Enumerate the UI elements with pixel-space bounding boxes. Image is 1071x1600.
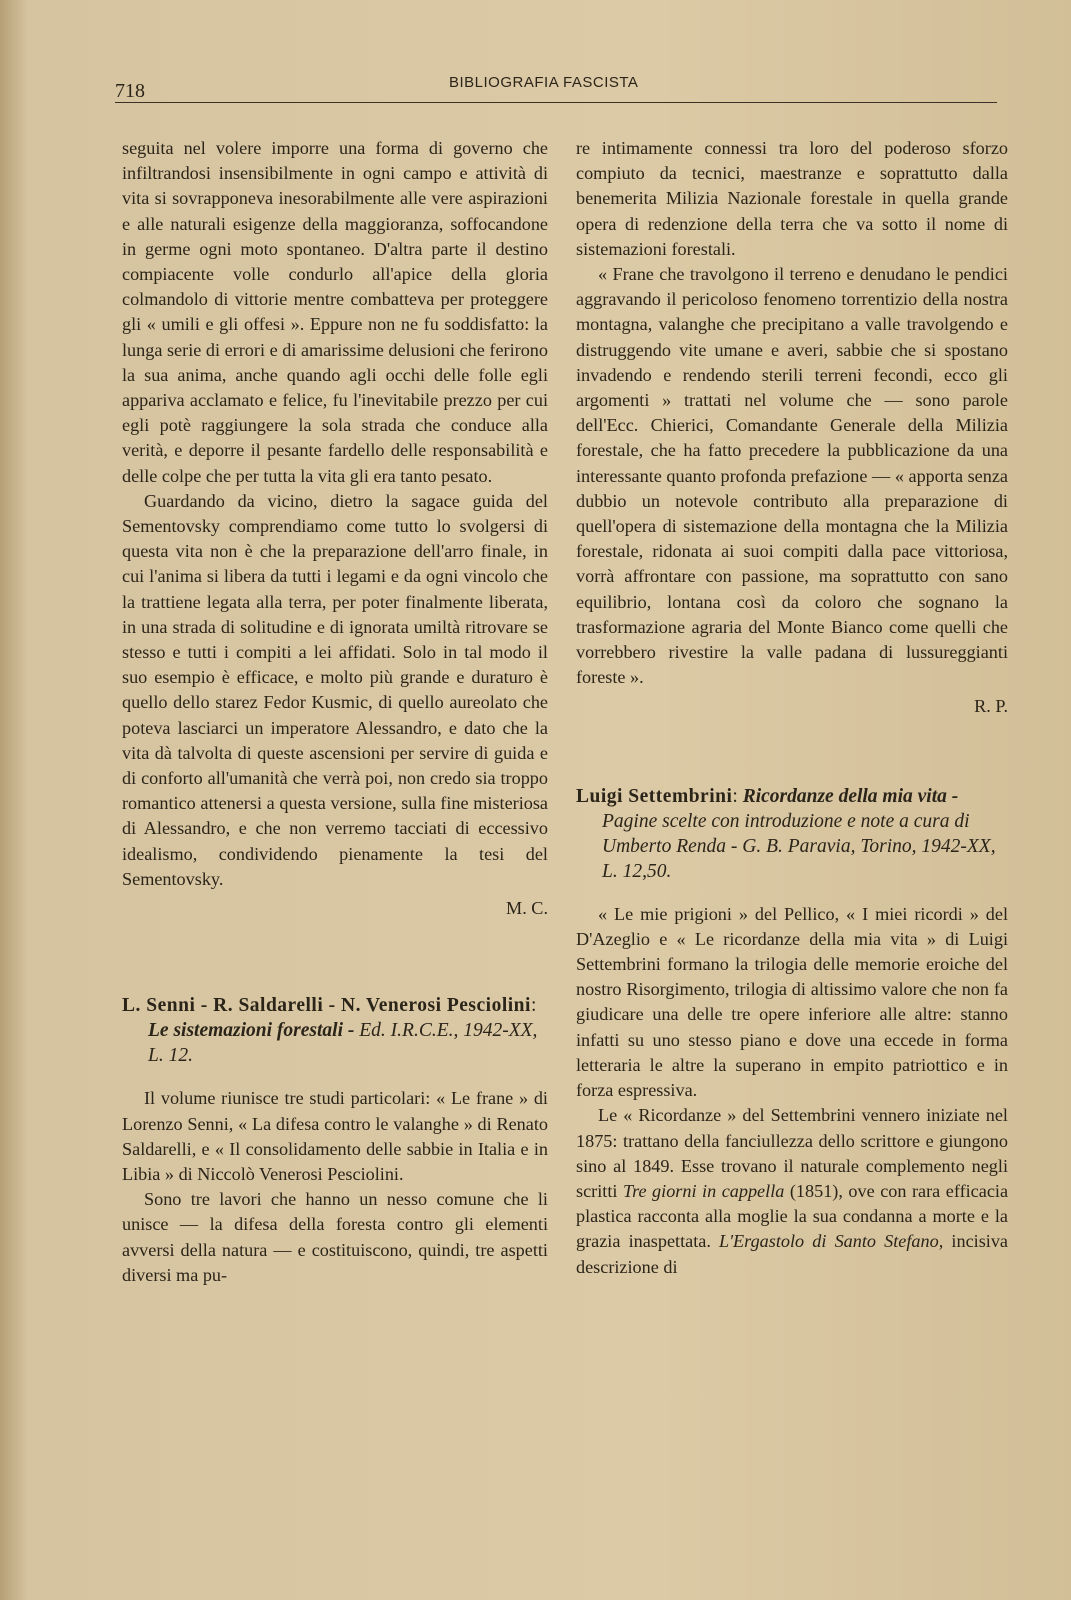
- review-authors: Luigi Settembrini: [576, 785, 733, 807]
- paragraph: Il volume riunisce tre studi particolari: « Le frane » di Lorenzo Senni, « La difesa contro le valanghe » di Renato Saldarelli, e « Il consolidamento delle sabbie in Italia e in Libia » di Niccolò Venerosi Pesciolini.: [122, 1088, 548, 1184]
- paragraph: Sono tre lavori che hanno un nesso comune che li unisce — la difesa della foresta contro gli elementi avversi della natura — e costituiscono, quindi, tre aspetti diversi ma pu-: [122, 1189, 548, 1285]
- paragraph-text: Le « Ricordanze » del Settembrini vennero iniziate nel 1875: trattano della fanciullezza dello scrittore e giungono sino al 1849. Esse trovano il naturale complemento negli scritti: [576, 1105, 1008, 1201]
- review-title: Ricordanze della mia vita -: [742, 785, 959, 807]
- paragraph-text: (1851), ove con rara efficacia plastica racconta alla moglie la sua condanna a morte e la grazia inaspettata.: [576, 1180, 1009, 1252]
- cited-title: Tre giorni in cappella: [622, 1180, 785, 1201]
- review-signature: R. P.: [974, 696, 1008, 717]
- paragraph: re intimamente connessi tra loro del poderoso sforzo compiuto da tecnici, maestranze e soprattutto dalla benemerita Milizia Nazionale forestale in quella grande opera di redenzione della terra che va sotto il nome di sistemazioni forestali.: [576, 138, 1008, 259]
- paragraph: seguita nel volere imporre una forma di governo che infiltrandosi insensibilmente in ogni campo e attività di vita si sovrapponeva inesorabilmente alle vere aspirazioni e alle naturali esigenze della maggioranza, soffocandone in germe ogni moto spontaneo. D'altra parte il destino compiacente volle condurlo all'apice della gloria colmandolo di vittorie mentre combatteva per proteggere gli « umili e gli offesi ». Eppure non ne fu soddisfatto: la lunga serie di errori e di amarissime delusioni che ferirono la sua anima, anche quando agli occhi delle folle egli appariva acclamato e felice, fu l'inevitabile prezzo per cui egli potè raggiungere la sola strada che conduce alla verità, e deporre il pesante fardello delle responsabilità e delle colpe che per tutta la vita gli era tanto pesato.: [122, 138, 548, 486]
- review-publication-info: Ed. I.R.C.E., 1942-XX, L. 12.: [148, 1020, 538, 1067]
- review-signature: M. C.: [506, 898, 548, 919]
- page-header: [115, 72, 997, 103]
- running-head: BIBLIOGRAFIA FASCISTA: [449, 74, 639, 91]
- page-number: 718: [115, 80, 145, 102]
- heading-colon: :: [732, 785, 738, 807]
- review-heading: [122, 993, 548, 1068]
- right-column: [576, 136, 1008, 1280]
- paragraph: [576, 1103, 1008, 1279]
- paragraph: Guardando da vicino, dietro la sagace guida del Sementovsky comprendiamo come tutto lo svolgersi di questa vita non è che la preparazione dell'arro finale, in cui l'anima si libera da tutti i legami e da ogni vincolo che la trattiene legata alla terra, per poter finalmente liberata, in una strada di solitudine e di ignorata umiltà ritrovare se stesso e tutti i compiti a lei affidati. Solo in tal modo il suo esempio è efficace, e molto più grande e duraturo è quello dello starez Fedor Kusmic, di quello aureolato che poteva lasciarci un imperatore Alessandro, e dato che la vita dà talvolta di queste ascensioni per servire di guida e di conforto all'umanità che verrà poi, non credo sia troppo romantico attenersi a questa versione, sulla fine misteriosa di Alessandro, e che non verremo tacciati di eccessivo idealismo, condividendo pienamente la tesi del Sementovsky.: [122, 490, 548, 889]
- cited-title: L'Ergastolo di Santo Stefano,: [719, 1231, 944, 1252]
- paragraph: « Le mie prigioni » del Pellico, « I miei ricordi » del D'Azeglio e « Le ricordanze della mia vita » di Luigi Settembrini formano la trilogia delle memorie eroiche del nostro Risorgimento, trilogia di altissimo valore che non fa giudicare una delle tre opere inferiore alle altre: stanno infatti su uno stesso piano e dove una eccede in forma letteraria le altre la superano in empito patriottico e in forza espressiva.: [576, 903, 1008, 1101]
- review-heading: [576, 784, 1008, 884]
- review-publication-info: Pagine scelte con introduzione e note a cura di Umberto Renda - G. B. Paravia, Torino, 1942-XX, L. 12,50.: [602, 810, 996, 882]
- review-title: Le sistemazioni forestali -: [148, 1020, 355, 1042]
- heading-colon: :: [530, 995, 537, 1017]
- paragraph-text: incisiva descrizione di: [576, 1231, 1008, 1277]
- paragraph: « Frane che travolgono il terreno e denudano le pendici aggravando il pericoloso fenomeno torrentizio della nostra montagna, valanghe che precipitano a valle travolgendo e distruggendo vite umane e averi, sabbie che si spostano invadendo e rendendo sterili terreni fecondi, ecco gli argomenti » trattati nel volume che — sono parole dell'Ecc. Chierici, Comandante Generale della Milizia forestale, che ha fatto precedere la pubblicazione da una interessante quanto profonda prefazione — « apporta senza dubbio un notevole contributo alla preparazione di quell'opera di sistemazione della montagna che la Milizia forestale, ridonata ai suoi compiti dalla pace vittoriosa, vorrà affrontare con passione, ma soprattutto con sano equilibrio, lontana così da coloro che sognano la trasformazione agraria del Monte Bianco come quelli che vorrebbero rivestire la valle padana di lussureggianti foreste ».: [576, 264, 1008, 688]
- left-column: [122, 136, 548, 1288]
- review-authors: L. Senni - R. Saldarelli - N. Venerosi Pesciolini: [122, 995, 531, 1017]
